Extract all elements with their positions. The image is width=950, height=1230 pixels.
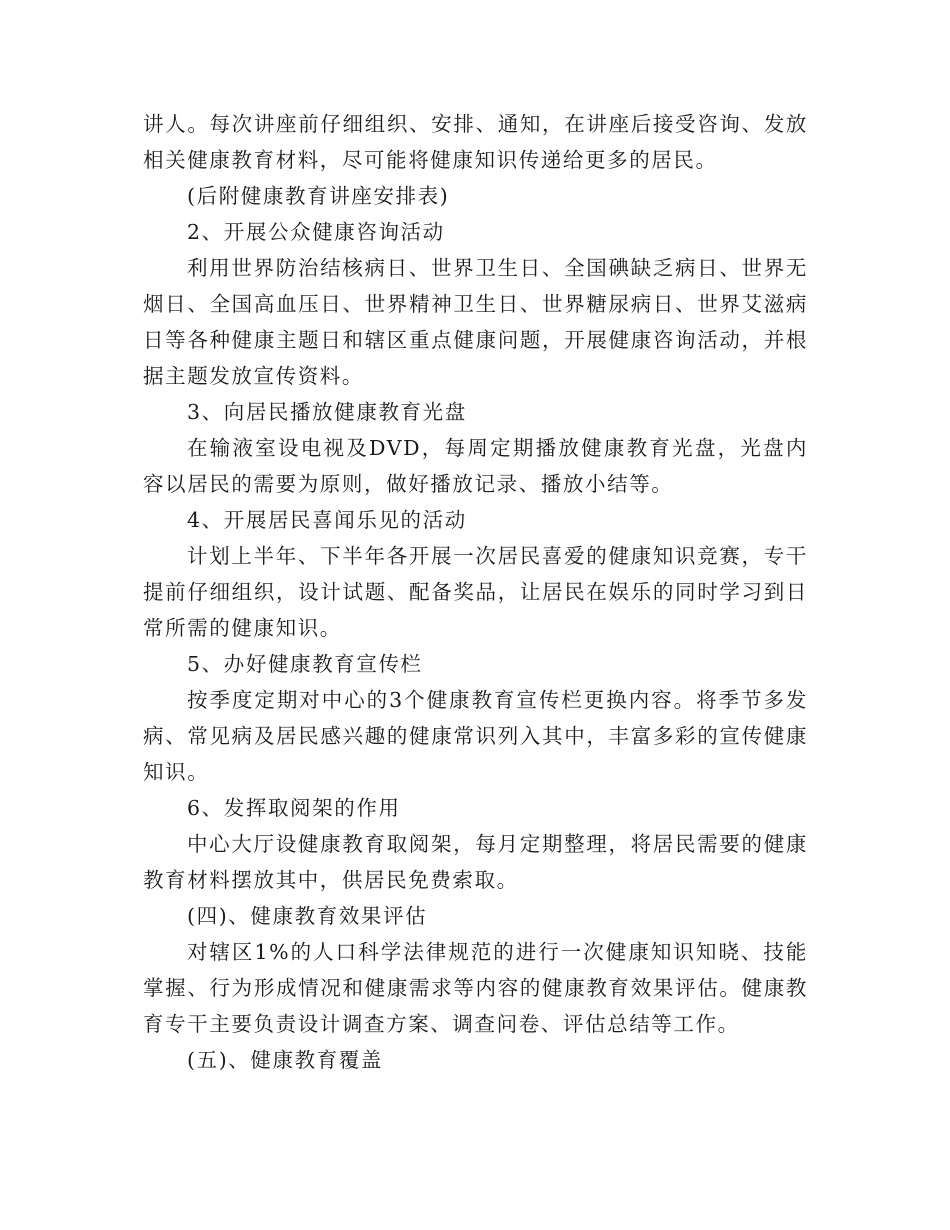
section-heading: 3、向居民播放健康教育光盘 (187, 400, 467, 424)
section-heading: 6、发挥取阅架的作用 (187, 796, 401, 820)
paragraph: 对辖区1%的人口科学法律规范的进行一次健康知识知晓、技能掌握、行为形成情况和健康需求等内容的健康教育效果评估。健康教育专干主要负责设计调查方案、调查问卷、评估总结等工作。 (143, 940, 808, 1036)
paragraph: 按季度定期对中心的3个健康教育宣传栏更换内容。将季节多发病、常见病及居民感兴趣的健康常识列入其中，丰富多彩的宣传健康知识。 (143, 688, 808, 784)
section-heading: 2、开展公众健康咨询活动 (187, 220, 445, 244)
paragraph: 计划上半年、下半年各开展一次居民喜爱的健康知识竞赛，专干提前仔细组织，设计试题、配备奖品，让居民在娱乐的同时学习到日常所需的健康知识。 (143, 544, 808, 640)
section-heading: (五)、健康教育覆盖 (187, 1048, 383, 1072)
paragraph: 在输液室设电视及DVD，每周定期播放健康教育光盘，光盘内容以居民的需要为原则，做好播放记录、播放小结等。 (143, 436, 808, 496)
paragraph: 利用世界防治结核病日、世界卫生日、全国碘缺乏病日、世界无烟日、全国高血压日、世界精神卫生日、世界糖尿病日、世界艾滋病日等各种健康主题日和辖区重点健康问题，开展健康咨询活动，并根据主题发放宣传资料。 (143, 256, 808, 388)
paragraph: (后附健康教育讲座安排表) (187, 184, 450, 208)
paragraph: 中心大厅设健康教育取阅架，每月定期整理，将居民需要的健康教育材料摆放其中，供居民免费索取。 (143, 832, 808, 892)
section-heading: 4、开展居民喜闻乐见的活动 (187, 508, 467, 532)
section-heading: 5、办好健康教育宣传栏 (187, 652, 423, 676)
document-body (143, 106, 808, 1078)
section-heading: (四)、健康教育效果评估 (187, 904, 428, 928)
paragraph: 讲人。每次讲座前仔细组织、安排、通知，在讲座后接受咨询、发放相关健康教育材料，尽可能将健康知识传递给更多的居民。 (143, 112, 808, 172)
